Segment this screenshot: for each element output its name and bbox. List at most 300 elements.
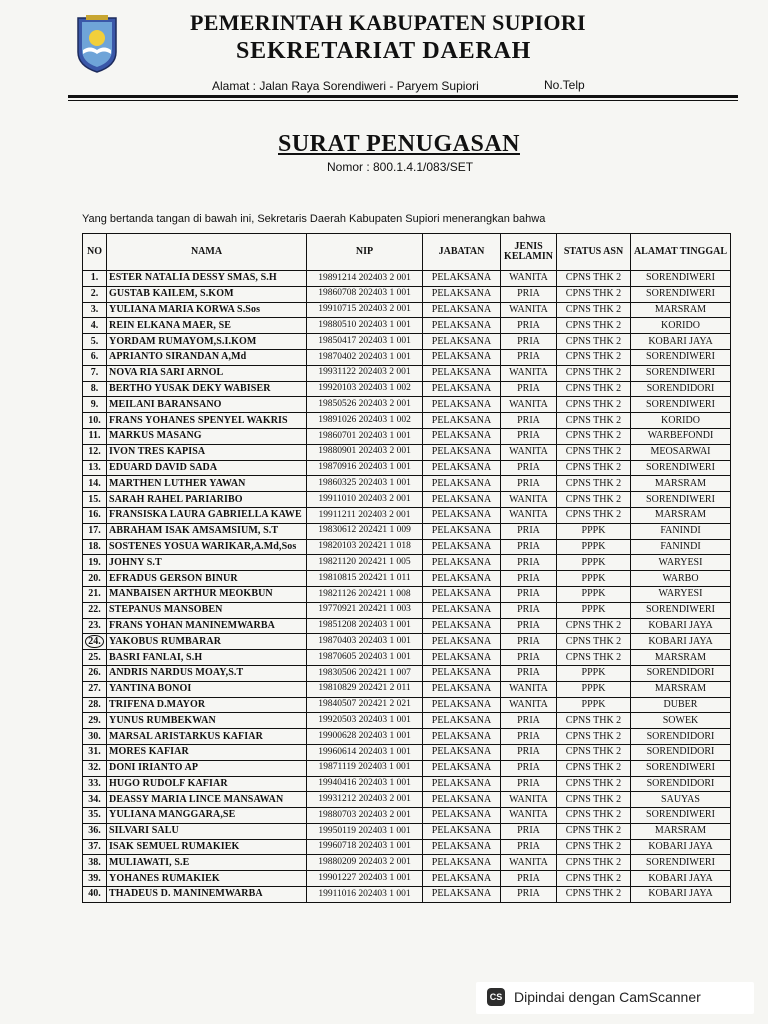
cell-alamat-tinggal: DUBER: [631, 697, 731, 713]
cell-nip: 19901227 202403 1 001: [307, 871, 423, 887]
cell-nama: MARTHEN LUTHER YAWAN: [107, 476, 307, 492]
cell-no: 2.: [83, 286, 107, 302]
cell-nama: YANTINA BONOI: [107, 681, 307, 697]
cell-no: 19.: [83, 555, 107, 571]
cell-jenis-kelamin: PRIA: [501, 571, 557, 587]
cell-status-asn: PPPK: [557, 681, 631, 697]
cell-nama: DONI IRIANTO AP: [107, 760, 307, 776]
cell-nip: 19920103 202403 1 002: [307, 381, 423, 397]
table-row: [83, 334, 731, 350]
cell-nama: SOSTENES YOSUA WARIKAR,A.Md,Sos: [107, 539, 307, 555]
cell-jabatan: PELAKSANA: [423, 507, 501, 523]
table-row: [83, 476, 731, 492]
cell-status-asn: PPPK: [557, 586, 631, 602]
table-row: [83, 871, 731, 887]
cell-nip: 19891026 202403 1 002: [307, 413, 423, 429]
cell-no: 39.: [83, 871, 107, 887]
cell-jenis-kelamin: PRIA: [501, 428, 557, 444]
cell-status-asn: PPPK: [557, 539, 631, 555]
cell-jenis-kelamin: PRIA: [501, 349, 557, 365]
cell-nip: 19860325 202403 1 001: [307, 476, 423, 492]
cell-nip: 19931212 202403 2 001: [307, 792, 423, 808]
cell-nama: THADEUS D. MANINEMWARBA: [107, 887, 307, 903]
column-header-nama: NAMA: [107, 234, 307, 271]
cell-no: 8.: [83, 381, 107, 397]
table-row: [83, 618, 731, 634]
cell-alamat-tinggal: MARSRAM: [631, 681, 731, 697]
cell-jenis-kelamin: WANITA: [501, 492, 557, 508]
cell-no: 35.: [83, 808, 107, 824]
cell-status-asn: CPNS THK 2: [557, 428, 631, 444]
cell-jabatan: PELAKSANA: [423, 413, 501, 429]
cell-jenis-kelamin: PRIA: [501, 665, 557, 681]
cell-status-asn: CPNS THK 2: [557, 476, 631, 492]
cell-jabatan: PELAKSANA: [423, 697, 501, 713]
column-header-no: NO: [83, 234, 107, 271]
cell-no: 25.: [83, 650, 107, 666]
intro-paragraph: Yang bertanda tangan di bawah ini, Sekretaris Daerah Kabupaten Supiori menerangkan bahwa: [82, 213, 546, 225]
cell-status-asn: CPNS THK 2: [557, 271, 631, 287]
cell-status-asn: CPNS THK 2: [557, 334, 631, 350]
cell-no: 12.: [83, 444, 107, 460]
cell-jabatan: PELAKSANA: [423, 855, 501, 871]
cell-nip: 19870605 202403 1 001: [307, 650, 423, 666]
cell-nama: ANDRIS NARDUS MOAY,S.T: [107, 665, 307, 681]
cell-nama: ABRAHAM ISAK AMSAMSIUM, S.T: [107, 523, 307, 539]
cell-status-asn: PPPK: [557, 697, 631, 713]
cell-status-asn: CPNS THK 2: [557, 507, 631, 523]
cell-jenis-kelamin: PRIA: [501, 318, 557, 334]
cell-jabatan: PELAKSANA: [423, 492, 501, 508]
cell-status-asn: CPNS THK 2: [557, 839, 631, 855]
table-row: [83, 397, 731, 413]
cell-jenis-kelamin: PRIA: [501, 381, 557, 397]
cell-nip: 19870402 202403 1 001: [307, 349, 423, 365]
cell-jabatan: PELAKSANA: [423, 286, 501, 302]
cell-jenis-kelamin: PRIA: [501, 460, 557, 476]
table-row: [83, 650, 731, 666]
cell-alamat-tinggal: SORENDIDORI: [631, 665, 731, 681]
cell-alamat-tinggal: KOBARI JAYA: [631, 618, 731, 634]
cell-nama: MEILANI BARANSANO: [107, 397, 307, 413]
cell-no: [83, 634, 107, 650]
cell-nama: EDUARD DAVID SADA: [107, 460, 307, 476]
cell-jenis-kelamin: WANITA: [501, 397, 557, 413]
cell-status-asn: CPNS THK 2: [557, 760, 631, 776]
cell-no: 16.: [83, 507, 107, 523]
cell-nama: MANBAISEN ARTHUR MEOKBUN: [107, 586, 307, 602]
cell-status-asn: PPPK: [557, 665, 631, 681]
cell-nip: 19820103 202421 1 018: [307, 539, 423, 555]
cell-jenis-kelamin: PRIA: [501, 618, 557, 634]
table-row: [83, 523, 731, 539]
cell-status-asn: CPNS THK 2: [557, 618, 631, 634]
cell-nama: FRANS YOHANES SPENYEL WAKRIS: [107, 413, 307, 429]
cell-status-asn: CPNS THK 2: [557, 792, 631, 808]
cell-alamat-tinggal: SORENDIWERI: [631, 760, 731, 776]
table-row: [83, 318, 731, 334]
cell-alamat-tinggal: KOBARI JAYA: [631, 334, 731, 350]
table-row: [83, 665, 731, 681]
cell-jenis-kelamin: WANITA: [501, 855, 557, 871]
cell-nip: 19900628 202403 1 001: [307, 729, 423, 745]
cell-no: 40.: [83, 887, 107, 903]
cell-jenis-kelamin: PRIA: [501, 334, 557, 350]
header-government-name: PEMERINTAH KABUPATEN SUPIORI: [190, 10, 586, 35]
cell-no: 3.: [83, 302, 107, 318]
cell-nip: 19850526 202403 2 001: [307, 397, 423, 413]
cell-status-asn: CPNS THK 2: [557, 634, 631, 650]
cell-alamat-tinggal: SORENDIDORI: [631, 744, 731, 760]
cell-nama: EFRADUS GERSON BINUR: [107, 571, 307, 587]
table-row: [83, 413, 731, 429]
table-row: [83, 855, 731, 871]
cell-nama: IVON TRES KAPISA: [107, 444, 307, 460]
header-secretariat-name: SEKRETARIAT DAERAH: [236, 38, 532, 64]
cell-jabatan: PELAKSANA: [423, 871, 501, 887]
cell-alamat-tinggal: KOBARI JAYA: [631, 871, 731, 887]
cell-alamat-tinggal: MARSRAM: [631, 650, 731, 666]
cell-nip: 19910715 202403 2 001: [307, 302, 423, 318]
cell-status-asn: CPNS THK 2: [557, 744, 631, 760]
cell-status-asn: CPNS THK 2: [557, 887, 631, 903]
cell-no: 36.: [83, 823, 107, 839]
cell-no: 29.: [83, 713, 107, 729]
cell-jabatan: PELAKSANA: [423, 792, 501, 808]
cell-nama: SILVARI SALU: [107, 823, 307, 839]
cell-alamat-tinggal: KOBARI JAYA: [631, 887, 731, 903]
cell-nama: MULIAWATI, S.E: [107, 855, 307, 871]
table-row: [83, 271, 731, 287]
cell-no: 15.: [83, 492, 107, 508]
cell-alamat-tinggal: SORENDIDORI: [631, 381, 731, 397]
cell-nip: 19830612 202421 1 009: [307, 523, 423, 539]
cell-jabatan: PELAKSANA: [423, 444, 501, 460]
table-row: [83, 744, 731, 760]
cell-nip: 19960614 202403 1 001: [307, 744, 423, 760]
cell-nama: TRIFENA D.MAYOR: [107, 697, 307, 713]
cell-no: 32.: [83, 760, 107, 776]
cell-jenis-kelamin: WANITA: [501, 808, 557, 824]
cell-nip: 19810829 202421 2 011: [307, 681, 423, 697]
cell-status-asn: PPPK: [557, 571, 631, 587]
cell-jenis-kelamin: WANITA: [501, 792, 557, 808]
cell-jabatan: PELAKSANA: [423, 428, 501, 444]
cell-alamat-tinggal: SORENDIWERI: [631, 349, 731, 365]
cell-jenis-kelamin: PRIA: [501, 476, 557, 492]
cell-alamat-tinggal: SORENDIDORI: [631, 776, 731, 792]
table-row: [83, 808, 731, 824]
cell-no: 5.: [83, 334, 107, 350]
table-row: [83, 428, 731, 444]
cell-nama: YAKOBUS RUMBARAR: [107, 634, 307, 650]
cell-alamat-tinggal: SOWEK: [631, 713, 731, 729]
cell-jenis-kelamin: WANITA: [501, 507, 557, 523]
cell-no: 4.: [83, 318, 107, 334]
cell-nama: FRANS YOHAN MANINEMWARBA: [107, 618, 307, 634]
cell-nip: 19920503 202403 1 001: [307, 713, 423, 729]
cell-nama: BERTHO YUSAK DEKY WABISER: [107, 381, 307, 397]
cell-status-asn: CPNS THK 2: [557, 444, 631, 460]
cell-jenis-kelamin: PRIA: [501, 887, 557, 903]
table-row: [83, 365, 731, 381]
cell-nip: 19821120 202421 1 005: [307, 555, 423, 571]
cell-alamat-tinggal: WARYESI: [631, 586, 731, 602]
cell-no: 20.: [83, 571, 107, 587]
cell-nip: 19850417 202403 1 001: [307, 334, 423, 350]
cell-nama: SARAH RAHEL PARIARIBO: [107, 492, 307, 508]
cell-status-asn: CPNS THK 2: [557, 650, 631, 666]
cell-jabatan: PELAKSANA: [423, 776, 501, 792]
cell-no: 23.: [83, 618, 107, 634]
cell-jenis-kelamin: WANITA: [501, 444, 557, 460]
cell-nip: 19870916 202403 1 001: [307, 460, 423, 476]
table-row: [83, 444, 731, 460]
cell-jabatan: PELAKSANA: [423, 349, 501, 365]
table-row: [83, 571, 731, 587]
cell-status-asn: PPPK: [557, 523, 631, 539]
table-row: [83, 713, 731, 729]
document-title: SURAT PENUGASAN: [278, 131, 520, 157]
table-row: [83, 760, 731, 776]
cell-alamat-tinggal: SAUYAS: [631, 792, 731, 808]
cell-no: 21.: [83, 586, 107, 602]
cell-no: 37.: [83, 839, 107, 855]
cell-nip: 19911016 202403 1 001: [307, 887, 423, 903]
cell-alamat-tinggal: SORENDIWERI: [631, 855, 731, 871]
cell-status-asn: PPPK: [557, 602, 631, 618]
cell-jenis-kelamin: PRIA: [501, 286, 557, 302]
cell-nama: DEASSY MARIA LINCE MANSAWAN: [107, 792, 307, 808]
cell-alamat-tinggal: FANINDI: [631, 539, 731, 555]
supiori-regency-emblem-icon: [74, 12, 120, 74]
cell-no: 14.: [83, 476, 107, 492]
cell-nama: MORES KAFIAR: [107, 744, 307, 760]
table-body: [83, 271, 731, 903]
cell-jabatan: PELAKSANA: [423, 586, 501, 602]
cell-status-asn: CPNS THK 2: [557, 823, 631, 839]
cell-nama: STEPANUS MANSOBEN: [107, 602, 307, 618]
staff-assignment-table: [82, 233, 731, 903]
cell-status-asn: CPNS THK 2: [557, 855, 631, 871]
cell-alamat-tinggal: KORIDO: [631, 413, 731, 429]
cell-nama: MARKUS MASANG: [107, 428, 307, 444]
cell-nip: 19871119 202403 1 001: [307, 760, 423, 776]
cell-no: 7.: [83, 365, 107, 381]
cell-jabatan: PELAKSANA: [423, 302, 501, 318]
cell-jenis-kelamin: PRIA: [501, 776, 557, 792]
cell-alamat-tinggal: SORENDIWERI: [631, 365, 731, 381]
cell-nama: MARSAL ARISTARKUS KAFIAR: [107, 729, 307, 745]
cell-jenis-kelamin: PRIA: [501, 650, 557, 666]
cell-alamat-tinggal: WARBEFONDI: [631, 428, 731, 444]
cell-jabatan: PELAKSANA: [423, 729, 501, 745]
cell-status-asn: CPNS THK 2: [557, 808, 631, 824]
document-number: Nomor : 800.1.4.1/083/SET: [327, 160, 474, 174]
header-telephone: No.Telp: [544, 78, 585, 92]
cell-jenis-kelamin: PRIA: [501, 634, 557, 650]
cell-no: 31.: [83, 744, 107, 760]
cell-jenis-kelamin: PRIA: [501, 839, 557, 855]
cell-alamat-tinggal: MARSRAM: [631, 507, 731, 523]
table-row: [83, 492, 731, 508]
table-row: [83, 286, 731, 302]
table-row: [83, 792, 731, 808]
header-divider-thin: [68, 100, 738, 101]
cell-alamat-tinggal: SORENDIWERI: [631, 492, 731, 508]
cell-status-asn: PPPK: [557, 555, 631, 571]
cell-status-asn: CPNS THK 2: [557, 397, 631, 413]
cell-jabatan: PELAKSANA: [423, 397, 501, 413]
cell-no: 17.: [83, 523, 107, 539]
cell-nama: REIN ELKANA MAER, SE: [107, 318, 307, 334]
cell-jenis-kelamin: WANITA: [501, 697, 557, 713]
cell-nip: 19880510 202403 1 001: [307, 318, 423, 334]
cell-alamat-tinggal: SORENDIWERI: [631, 460, 731, 476]
cell-no: 9.: [83, 397, 107, 413]
cell-jabatan: PELAKSANA: [423, 634, 501, 650]
cell-nama: GUSTAB KAILEM, S.KOM: [107, 286, 307, 302]
cell-no: 38.: [83, 855, 107, 871]
cell-nama: YOHANES RUMAKIEK: [107, 871, 307, 887]
header-divider-thick: [68, 95, 738, 98]
cell-jabatan: PELAKSANA: [423, 318, 501, 334]
cell-nip: 19931122 202403 2 001: [307, 365, 423, 381]
cell-alamat-tinggal: SORENDIWERI: [631, 602, 731, 618]
cell-no: 30.: [83, 729, 107, 745]
cell-no: 33.: [83, 776, 107, 792]
cell-alamat-tinggal: SORENDIWERI: [631, 808, 731, 824]
cell-alamat-tinggal: MARSRAM: [631, 476, 731, 492]
table-row: [83, 729, 731, 745]
cell-jabatan: PELAKSANA: [423, 271, 501, 287]
table-row: [83, 887, 731, 903]
cell-jabatan: PELAKSANA: [423, 602, 501, 618]
cell-status-asn: CPNS THK 2: [557, 349, 631, 365]
cell-jabatan: PELAKSANA: [423, 713, 501, 729]
cell-jabatan: PELAKSANA: [423, 334, 501, 350]
cell-nama: YULIANA MANGGARA,SE: [107, 808, 307, 824]
cell-nip: 19860701 202403 1 001: [307, 428, 423, 444]
cell-jenis-kelamin: PRIA: [501, 586, 557, 602]
cell-jenis-kelamin: WANITA: [501, 365, 557, 381]
cell-status-asn: CPNS THK 2: [557, 871, 631, 887]
table-row: [83, 555, 731, 571]
column-header-jabatan: JABATAN: [423, 234, 501, 271]
cell-status-asn: CPNS THK 2: [557, 318, 631, 334]
cell-jenis-kelamin: PRIA: [501, 555, 557, 571]
cell-status-asn: CPNS THK 2: [557, 492, 631, 508]
cell-no: 11.: [83, 428, 107, 444]
cell-nip: 19870403 202403 1 001: [307, 634, 423, 650]
cell-nip: 19810815 202421 1 011: [307, 571, 423, 587]
cell-jabatan: PELAKSANA: [423, 681, 501, 697]
cell-jabatan: PELAKSANA: [423, 476, 501, 492]
cell-nip: 19891214 202403 2 001: [307, 271, 423, 287]
camscanner-icon: CS: [487, 988, 505, 1006]
cell-alamat-tinggal: MARSRAM: [631, 823, 731, 839]
cell-no: 34.: [83, 792, 107, 808]
cell-jabatan: PELAKSANA: [423, 808, 501, 824]
cell-jenis-kelamin: PRIA: [501, 760, 557, 776]
cell-jenis-kelamin: PRIA: [501, 523, 557, 539]
column-header-jenis-kelamin: JENIS KELAMIN: [501, 234, 557, 271]
table-row: [83, 823, 731, 839]
cell-nama: APRIANTO SIRANDAN A,Md: [107, 349, 307, 365]
cell-status-asn: CPNS THK 2: [557, 713, 631, 729]
cell-jabatan: PELAKSANA: [423, 665, 501, 681]
cell-alamat-tinggal: KOBARI JAYA: [631, 839, 731, 855]
cell-no: 28.: [83, 697, 107, 713]
cell-status-asn: CPNS THK 2: [557, 286, 631, 302]
column-header-status-asn: STATUS ASN: [557, 234, 631, 271]
table-row: [83, 839, 731, 855]
cell-nama: YORDAM RUMAYOM,S.I.KOM: [107, 334, 307, 350]
table-row: [83, 349, 731, 365]
cell-alamat-tinggal: MEOSARWAI: [631, 444, 731, 460]
cell-jabatan: PELAKSANA: [423, 839, 501, 855]
cell-nip: 19851208 202403 1 001: [307, 618, 423, 634]
cell-jabatan: PELAKSANA: [423, 365, 501, 381]
table-row: [83, 302, 731, 318]
cell-nama: HUGO RUDOLF KAFIAR: [107, 776, 307, 792]
table-row: [83, 634, 731, 650]
cell-jenis-kelamin: PRIA: [501, 602, 557, 618]
cell-nama: NOVA RIA SARI ARNOL: [107, 365, 307, 381]
cell-nip: 19860708 202403 1 001: [307, 286, 423, 302]
table-row: [83, 776, 731, 792]
cell-nip: 19830506 202421 1 007: [307, 665, 423, 681]
table-row: [83, 507, 731, 523]
cell-status-asn: CPNS THK 2: [557, 413, 631, 429]
cell-nama: ESTER NATALIA DESSY SMAS, S.H: [107, 271, 307, 287]
cell-jenis-kelamin: WANITA: [501, 681, 557, 697]
cell-nama: BASRI FANLAI, S.H: [107, 650, 307, 666]
cell-jenis-kelamin: PRIA: [501, 713, 557, 729]
cell-jabatan: PELAKSANA: [423, 523, 501, 539]
cell-jenis-kelamin: PRIA: [501, 823, 557, 839]
cell-nama: YUNUS RUMBEKWAN: [107, 713, 307, 729]
table-row: [83, 586, 731, 602]
cell-no: 22.: [83, 602, 107, 618]
table-row: [83, 697, 731, 713]
cell-jabatan: PELAKSANA: [423, 555, 501, 571]
cell-nip: 19880703 202403 2 001: [307, 808, 423, 824]
cell-jenis-kelamin: PRIA: [501, 744, 557, 760]
scanner-watermark-text: Dipindai dengan CamScanner: [514, 989, 701, 1005]
table-row: [83, 602, 731, 618]
column-header-nip: NIP: [307, 234, 423, 271]
cell-nip: 19880209 202403 2 001: [307, 855, 423, 871]
cell-nama: JOHNY S.T: [107, 555, 307, 571]
cell-jabatan: PELAKSANA: [423, 571, 501, 587]
cell-jabatan: PELAKSANA: [423, 887, 501, 903]
cell-jabatan: PELAKSANA: [423, 823, 501, 839]
cell-nama: YULIANA MARIA KORWA S.Sos: [107, 302, 307, 318]
cell-jabatan: PELAKSANA: [423, 539, 501, 555]
cell-jabatan: PELAKSANA: [423, 760, 501, 776]
cell-nip: 19770921 202421 1 003: [307, 602, 423, 618]
cell-nip: 19911211 202403 2 001: [307, 507, 423, 523]
cell-alamat-tinggal: SORENDIWERI: [631, 286, 731, 302]
cell-nip: 19911010 202403 2 001: [307, 492, 423, 508]
cell-nip: 19880901 202403 2 001: [307, 444, 423, 460]
cell-jenis-kelamin: WANITA: [501, 302, 557, 318]
cell-status-asn: CPNS THK 2: [557, 302, 631, 318]
table-row: [83, 460, 731, 476]
cell-nip: 19960718 202403 1 001: [307, 839, 423, 855]
column-header-alamat-tinggal: ALAMAT TINGGAL: [631, 234, 731, 271]
